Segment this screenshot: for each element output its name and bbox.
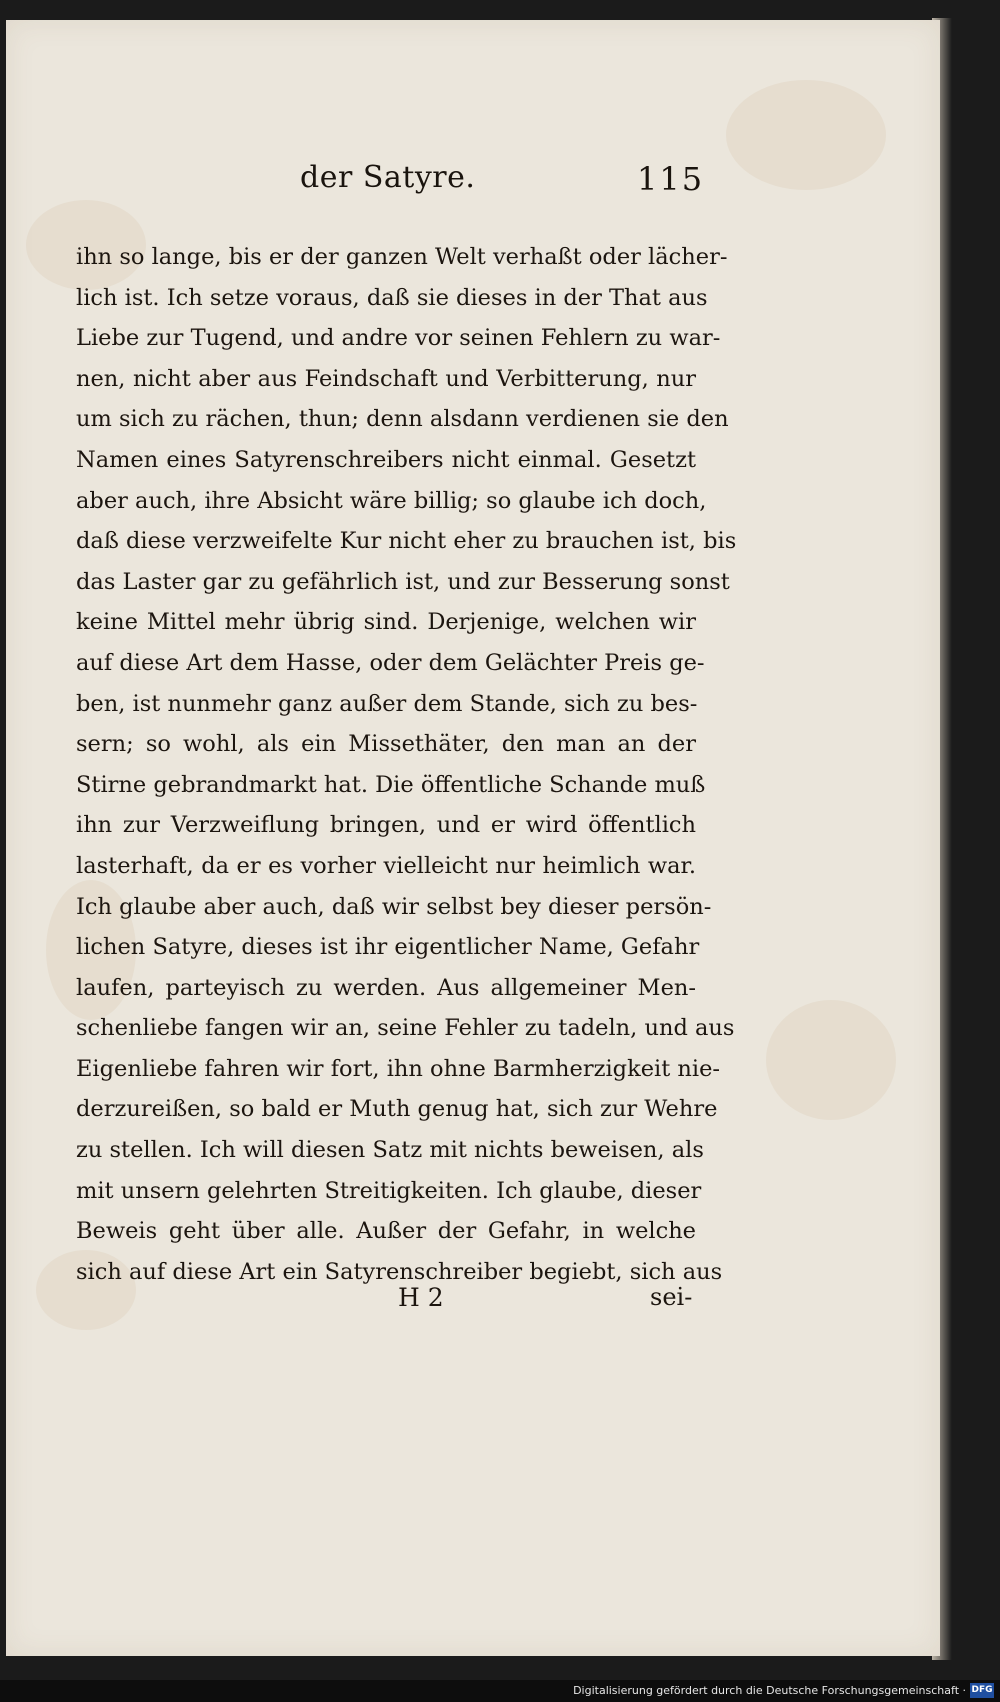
running-header: der Satyre.: [300, 160, 476, 195]
text-line: sich auf diese Art ein Satyrenschreiber begiebt, sich aus: [76, 1258, 723, 1285]
text-line: derzureißen, so bald er Muth genug hat, sich zur Wehre: [76, 1096, 718, 1123]
text-line: das Laster gar zu gefährlich ist, und zur Besserung sonst: [76, 568, 730, 595]
paper-stain: [766, 1000, 896, 1120]
text-line: ihn so lange, bis er der ganzen Welt verhaßt oder lächer-: [76, 244, 728, 270]
body-text: [76, 237, 737, 1292]
text-line: lich ist. Ich setze voraus, daß sie dieses in der That aus: [76, 284, 708, 311]
text-line: sern; so wohl, als ein Missethäter, den man an der: [76, 731, 696, 758]
text-line: auf diese Art dem Hasse, oder dem Gelächter Preis ge-: [76, 649, 705, 676]
page-number: 115: [637, 160, 705, 198]
text-line: Namen eines Satyrenschreibers nicht einmal. Gesetzt: [76, 446, 696, 473]
text-line: Beweis geht über alle. Außer der Gefahr, in welche: [76, 1218, 696, 1245]
catchword: sei-: [650, 1283, 693, 1311]
text-line: laufen, parteyisch zu werden. Aus allgemeiner Men-: [76, 974, 696, 1001]
text-line: schenliebe fangen wir an, seine Fehler zu tadeln, und aus: [76, 1015, 735, 1042]
text-line: Stirne gebrandmarkt hat. Die öffentliche Schande muß: [76, 771, 706, 798]
dfg-logo: DFG: [970, 1683, 994, 1698]
text-line: um sich zu rächen, thun; denn alsdann verdienen sie den: [76, 406, 729, 433]
text-line: Ich glaube aber auch, daß wir selbst bey dieser persön-: [76, 893, 712, 920]
signature-mark: H 2: [398, 1283, 444, 1312]
text-line: aber auch, ihre Absicht wäre billig; so glaube ich doch,: [76, 487, 707, 514]
text-line: zu stellen. Ich will diesen Satz mit nichts beweisen, als: [76, 1137, 704, 1164]
text-line: daß diese verzweifelte Kur nicht eher zu brauchen ist, bis: [76, 528, 737, 555]
paper-stain: [726, 80, 886, 190]
text-line: ihn zur Verzweiflung bringen, und er wird öffentlich: [76, 812, 696, 839]
footer-credit: Digitalisierung gefördert durch die Deutsche Forschungsgemeinschaft ·: [573, 1684, 966, 1697]
text-line: ben, ist nunmehr ganz außer dem Stande, sich zu bes-: [76, 690, 698, 717]
text-line: keine Mittel mehr übrig sind. Derjenige, welchen wir: [76, 609, 696, 636]
text-line: nen, nicht aber aus Feindschaft und Verbitterung, nur: [76, 365, 696, 392]
text-line: Liebe zur Tugend, und andre vor seinen Fehlern zu war-: [76, 325, 721, 352]
text-line: mit unsern gelehrten Streitigkeiten. Ich glaube, dieser: [76, 1177, 702, 1204]
text-line: lasterhaft, da er es vorher vielleicht nur heimlich war.: [76, 852, 696, 879]
text-line: Eigenliebe fahren wir fort, ihn ohne Barmherzigkeit nie-: [76, 1055, 721, 1082]
text-line: lichen Satyre, dieses ist ihr eigentlicher Name, Gefahr: [76, 934, 700, 961]
